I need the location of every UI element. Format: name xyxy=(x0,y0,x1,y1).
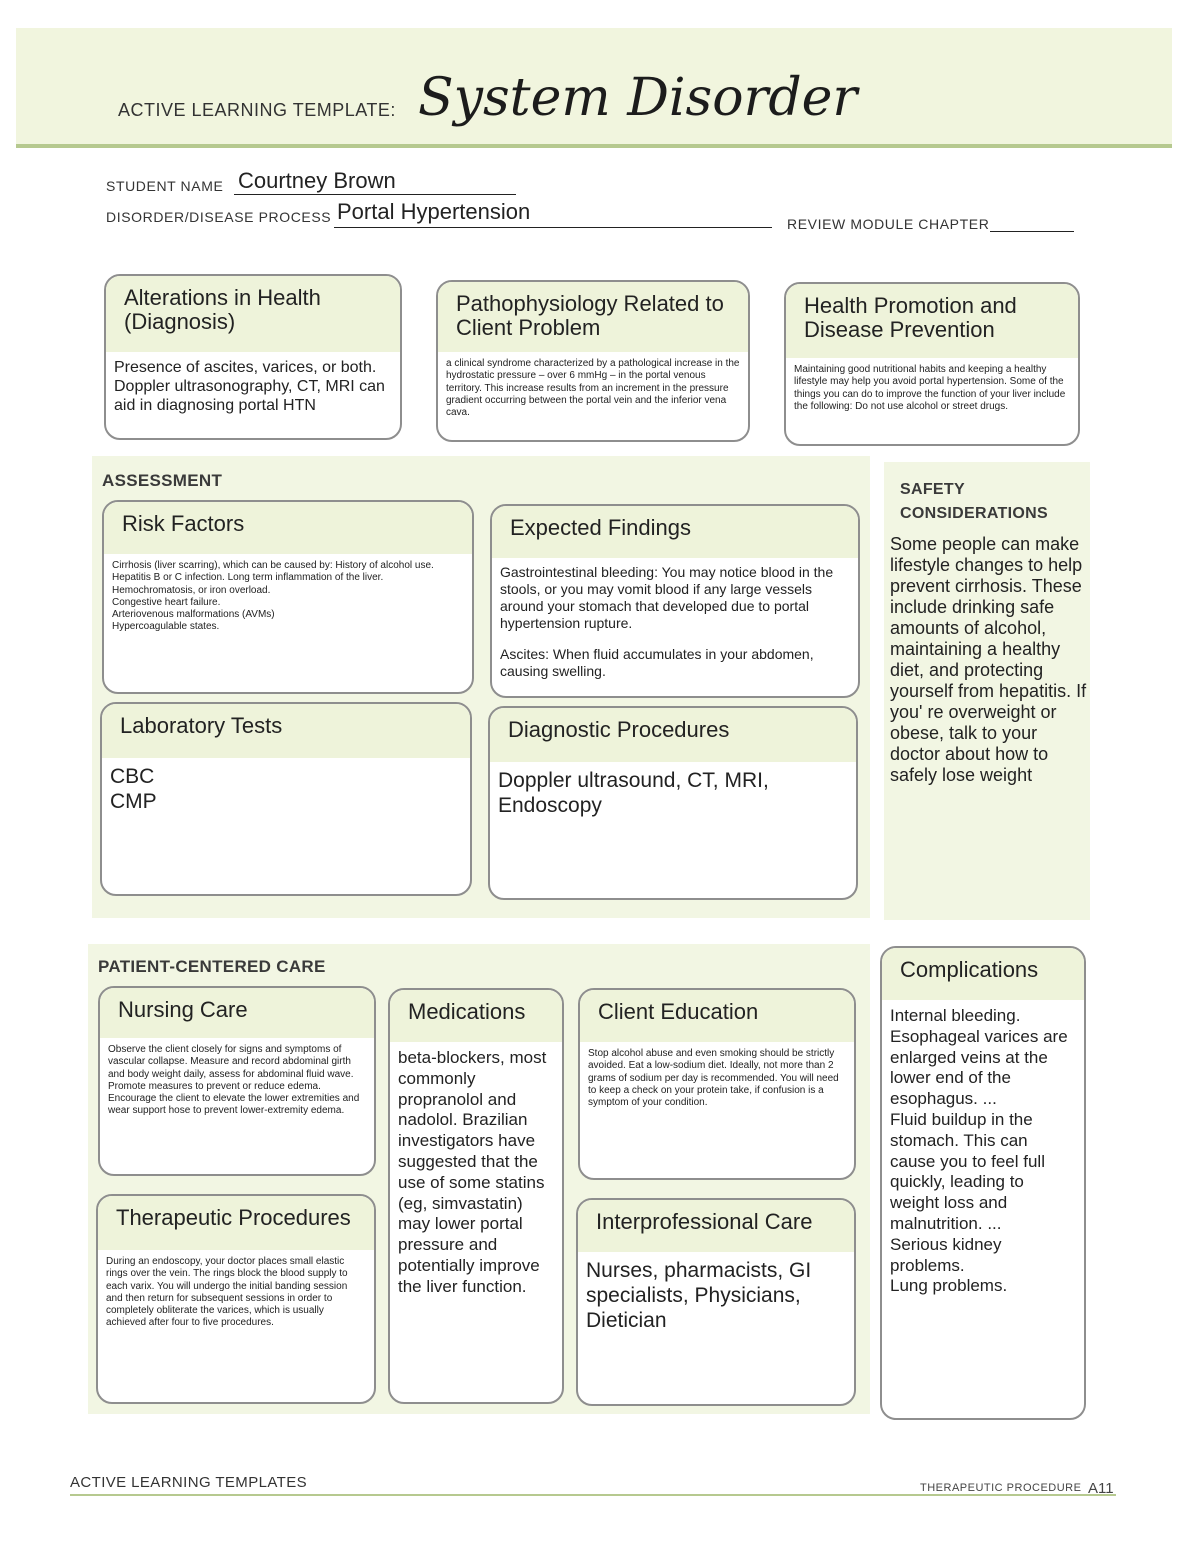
complication-item: Serious kidney problems. xyxy=(890,1234,1002,1275)
complication-item: Fluid buildup in the stomach. This can cause you to feel full quickly, leading to weight loss and malnutrition. ... xyxy=(890,1109,1045,1233)
footer-left-label: ACTIVE LEARNING TEMPLATES xyxy=(70,1474,307,1491)
disorder-field[interactable]: Portal Hypertension xyxy=(337,199,531,224)
laboratory-tests-body xyxy=(102,758,470,820)
client-education-title: Client Education xyxy=(580,990,854,1042)
diagnostic-procedures-body: Doppler ultrasound, CT, MRI, Endoscopy xyxy=(498,769,769,817)
interprofessional-care-box xyxy=(576,1198,856,1406)
pathophysiology-title: Pathophysiology Related to Client Problem xyxy=(438,282,748,352)
alterations-body: Presence of ascites, varices, or both. Doppler ultrasonography, CT, MRI can aid in diagnosing portal HTN xyxy=(114,359,385,414)
disorder-line xyxy=(334,227,772,228)
assessment-heading: ASSESSMENT xyxy=(102,471,223,490)
interprofessional-care-title: Interprofessional Care xyxy=(578,1200,854,1252)
student-name-label: STUDENT NAME xyxy=(106,178,224,194)
nursing-care-body: Observe the client closely for signs and symptoms of vascular collapse. Measure and record abdominal girth and body weight daily, assess for abdominal fluid wave. Promote measures to prevent or reduce edema. Encourage the client to elevate the lower extremities and wear support hose to prevent lower-extremity edema. xyxy=(108,1044,360,1117)
therapeutic-procedures-body: During an endoscopy, your doctor places small elastic rings over the vein. The rings block the blood supply to each varix. You will undergo the initial banding session and then return for subsequent sessions in order to completely obliterate the varices, which is usually achieved after four to five procedures. xyxy=(106,1256,348,1329)
health-promotion-box xyxy=(784,282,1080,446)
expected-findings-box xyxy=(490,504,860,698)
nursing-care-box xyxy=(98,986,376,1176)
alterations-box xyxy=(104,274,402,440)
medications-title: Medications xyxy=(390,990,562,1042)
review-module-field[interactable] xyxy=(990,231,1074,232)
risk-factor-item: Cirrhosis (liver scarring), which can be caused by: History of alcohol use. Hepatitis B or C infection. Long term inflammation of the liver. Hemochromatosis, or iron overload. xyxy=(112,560,434,596)
template-title: System Disorder xyxy=(418,68,858,128)
expected-findings-body xyxy=(492,558,858,686)
safety-heading-line: CONSIDERATIONS xyxy=(900,505,1048,522)
lab-test-item: CBC xyxy=(110,765,155,788)
risk-factor-item: Hypercoagulable states. xyxy=(112,621,220,633)
pathophysiology-box xyxy=(436,280,750,442)
footer-right-label: THERAPEUTIC PROCEDURE xyxy=(920,1482,1082,1494)
complication-item: Internal bleeding. xyxy=(890,1006,1021,1025)
expected-findings-para: Gastrointestinal bleeding: You may notice blood in the stools, or you may vomit blood if any large vessels around your stomach that developed due to portal hypertension rupture. xyxy=(500,564,834,631)
laboratory-tests-title: Laboratory Tests xyxy=(102,704,470,758)
complications-title: Complications xyxy=(882,948,1084,1000)
expected-findings-para: Ascites: When fluid accumulates in your abdomen, causing swelling. xyxy=(500,646,814,679)
safety-heading-line: SAFETY xyxy=(900,481,965,498)
review-module-label: REVIEW MODULE CHAPTER xyxy=(787,216,990,232)
student-name-line xyxy=(234,194,516,195)
alterations-title: Alterations in Health (Diagnosis) xyxy=(106,276,400,352)
risk-factors-box xyxy=(102,500,474,694)
safety-body: Some people can make lifestyle changes to help prevent cirrhosis. These include drinking safe amounts of alcohol, maintaining a healthy diet, and protecting yourself from hepatitis. If you' re overweight or obese, talk to your doctor about how to safely lose weight xyxy=(890,534,1087,785)
complications-body xyxy=(882,1000,1084,1303)
risk-factor-item: Congestive heart failure. xyxy=(112,596,221,608)
nursing-care-title: Nursing Care xyxy=(100,988,374,1038)
safety-heading xyxy=(900,478,1048,526)
therapeutic-procedures-box xyxy=(96,1194,376,1404)
health-promotion-title: Health Promotion and Disease Prevention xyxy=(786,284,1078,358)
expected-findings-title: Expected Findings xyxy=(492,506,858,558)
client-education-body: Stop alcohol abuse and even smoking should be strictly avoided. Eat a low-sodium diet. Ideally, not more than 2 grams of sodium per day is recommended. You will need to keep a check on your protein take, if confusion is a symptom of your condition. xyxy=(588,1048,839,1109)
pathophysiology-body: a clinical syndrome characterized by a pathological increase in the hydrostatic pressure – over 6 mmHg – in the portal venous territory. This increase results from an increment in the pressure gradient occurring between the portal vein and the inferior vena cava. xyxy=(446,358,740,419)
interprofessional-care-body: Nurses, pharmacists, GI specialists, Physicians, Dietician xyxy=(586,1259,812,1332)
disorder-label: DISORDER/DISEASE PROCESS xyxy=(106,209,332,225)
diagnostic-procedures-title: Diagnostic Procedures xyxy=(490,708,856,762)
client-education-box xyxy=(578,988,856,1180)
risk-factors-body xyxy=(104,554,472,640)
footer-page-number: A11 xyxy=(1088,1480,1114,1497)
health-promotion-body: Maintaining good nutritional habits and keeping a healthy lifestyle may help you avoid portal hypertension. Some of the things you can do to improve the function of your liver include the following: Do not use alcohol or street drugs. xyxy=(794,364,1066,412)
risk-factor-item: Arteriovenous malformations (AVMs) xyxy=(112,609,275,621)
complications-box xyxy=(880,946,1086,1420)
laboratory-tests-box xyxy=(100,702,472,896)
template-label: ACTIVE LEARNING TEMPLATE: xyxy=(118,100,396,120)
medications-box xyxy=(388,988,564,1404)
footer-divider xyxy=(70,1494,1116,1496)
patient-care-heading: PATIENT-CENTERED CARE xyxy=(98,957,326,976)
student-name-field[interactable]: Courtney Brown xyxy=(238,168,396,193)
header-divider xyxy=(16,144,1172,148)
therapeutic-procedures-title: Therapeutic Procedures xyxy=(98,1196,374,1250)
risk-factors-title: Risk Factors xyxy=(104,502,472,554)
complication-item: Lung problems. xyxy=(890,1276,1008,1296)
complication-item: Esophageal varices are enlarged veins at the lower end of the esophagus. ... xyxy=(890,1026,1068,1109)
diagnostic-procedures-box xyxy=(488,706,858,900)
medications-body: beta-blockers, most commonly propranolol and nadolol. Brazilian investigators have suggested that the use of some statins (eg, simvastatin) may lower portal pressure and potentially improve the liver function. xyxy=(398,1048,547,1296)
lab-test-item: CMP xyxy=(110,790,157,813)
